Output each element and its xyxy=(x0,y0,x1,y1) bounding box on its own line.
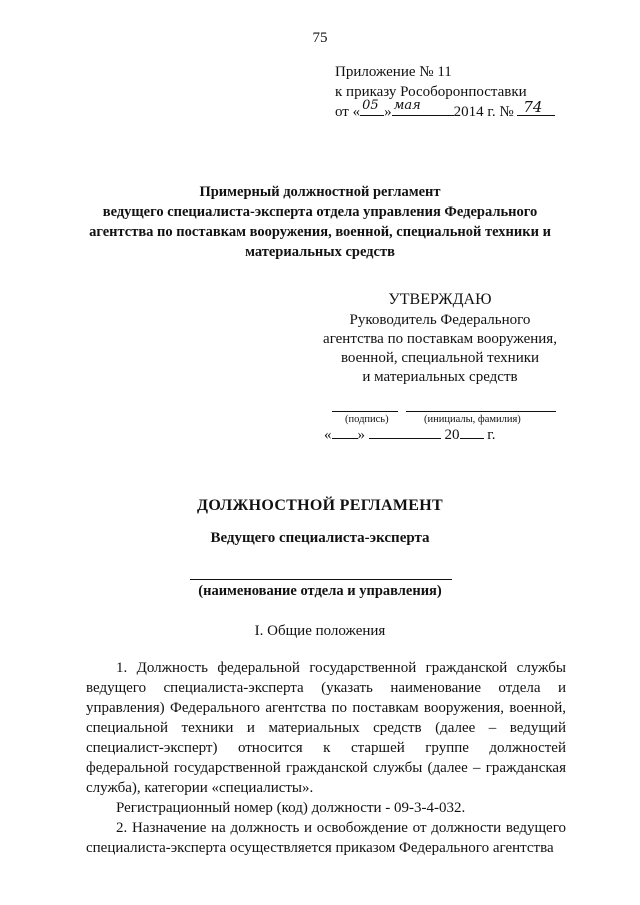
approval-line-1: Руководитель Федерального xyxy=(349,312,531,328)
signature-line xyxy=(332,410,398,412)
name-line xyxy=(406,410,556,412)
signature-caption: (подпись) xyxy=(345,414,389,425)
approval-line-2: агентства по поставкам вооружения, xyxy=(323,331,557,347)
section-body xyxy=(86,658,566,858)
appendix-line-2: к приказу Рособоронпоставки xyxy=(335,84,527,100)
approval-date-year: 20 xyxy=(444,427,460,443)
heading-line-2: ведущего специалиста-эксперта отдела управления Федерального xyxy=(102,204,538,220)
handwritten-day: 05 xyxy=(362,98,379,113)
heading-line-3: агентства по поставкам вооружения, военной, специальной техники и xyxy=(89,224,551,240)
paragraph-registration: Регистрационный номер (код) должности - 09-3-4-032. xyxy=(116,800,466,816)
date-year-text: 2014 г. № xyxy=(453,104,514,120)
section-heading: I. Общие положения xyxy=(254,623,386,639)
approval-date-suffix: г. xyxy=(487,427,496,443)
approval-date xyxy=(324,426,495,444)
document-heading xyxy=(60,182,580,262)
heading-line-4: материальных средств xyxy=(245,244,395,260)
number-blank xyxy=(517,98,555,116)
name-caption: (инициалы, фамилия) xyxy=(424,414,521,425)
date-quote-close: » xyxy=(384,104,392,120)
approval-line-4: и материальных средств xyxy=(362,369,518,385)
heading-line-1: Примерный должностной регламент xyxy=(199,184,441,200)
approval-month-blank xyxy=(369,426,441,439)
paragraph-1: 1. Должность федеральной государственной гражданской службы ведущего специалиста-эксперта (указать наименование отдела и управления) Федерального агентства по поставкам вооружения, военной, специальной техники и материальных средств (далее – ведущий специалист-эксперт) относится к старшей группе должностей федеральной государственной гражданской службы (далее – гражданская служба), категории «специалисты». xyxy=(86,660,566,796)
paragraph-2: 2. Назначение на должность и освобождение от должности ведущего специалиста-эксперта осуществляется приказом Федерального агентства xyxy=(86,820,566,856)
regulation-title: ДОЛЖНОСТНОЙ РЕГЛАМЕНТ xyxy=(197,497,443,514)
approval-line-3: военной, специальной техники xyxy=(340,350,540,366)
day-blank xyxy=(360,98,384,116)
department-line xyxy=(190,578,452,580)
appendix-line-1: Приложение № 11 xyxy=(335,64,452,80)
approval-heading: УТВЕРЖДАЮ xyxy=(388,291,492,308)
handwritten-number: 74 xyxy=(523,98,543,116)
approval-year-blank xyxy=(460,426,484,439)
page-number: 75 xyxy=(312,30,328,46)
department-caption: (наименование отдела и управления) xyxy=(198,583,442,599)
appendix-date-line xyxy=(335,98,555,122)
approval-date-open: « xyxy=(324,427,332,443)
approval-date-close: » xyxy=(357,427,365,443)
date-prefix: от « xyxy=(335,104,361,120)
regulation-subtitle: Ведущего специалиста-эксперта xyxy=(210,530,430,546)
approval-day-blank xyxy=(332,426,358,439)
month-blank xyxy=(392,98,454,116)
handwritten-month: мая xyxy=(393,98,421,113)
approval-block xyxy=(300,311,580,387)
